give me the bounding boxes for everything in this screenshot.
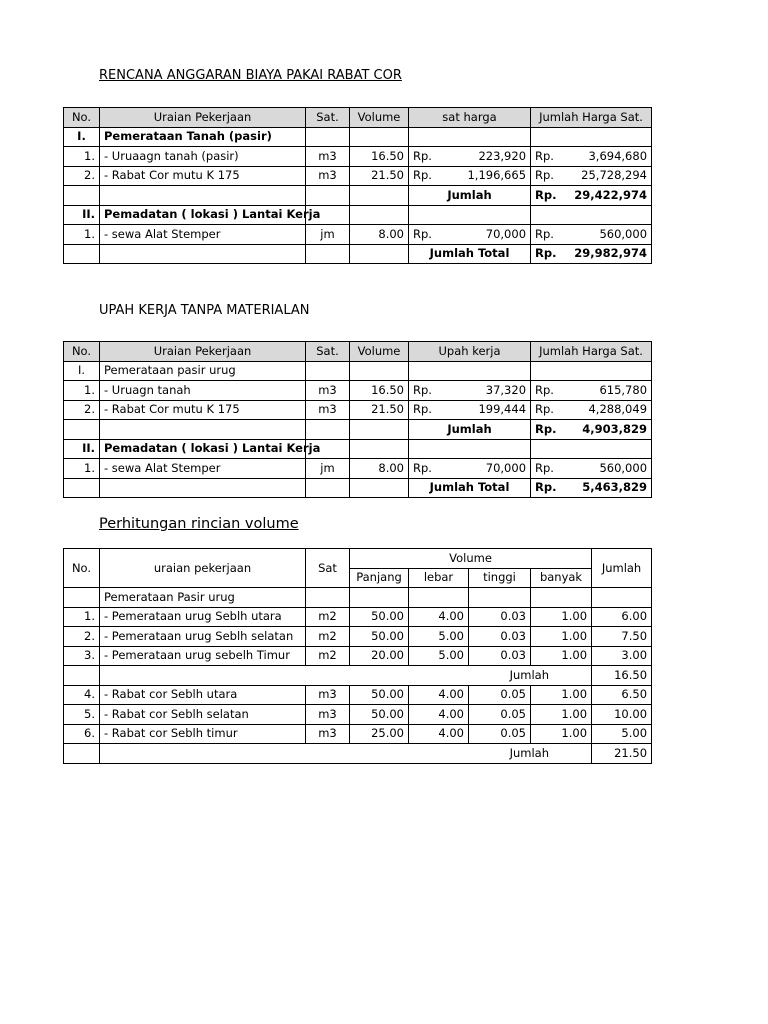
row-rp: Rp. (531, 459, 562, 479)
table-row (64, 381, 652, 401)
subtotal-row (64, 420, 652, 440)
row-volume: 8.00 (350, 225, 409, 245)
row-total: 4,288,049 (562, 400, 652, 420)
grand-total-row (64, 244, 652, 264)
section-no: II. (64, 439, 100, 459)
row-jumlah: 10.00 (592, 705, 652, 725)
header-jumlah-harga: Jumlah Harga Sat. (531, 342, 652, 362)
row-no: 1. (64, 381, 100, 401)
row-rp: Rp. (409, 381, 442, 401)
subtotal-rp: Rp. (531, 420, 562, 440)
subtotal-label: Jumlah (409, 420, 531, 440)
row-rp: Rp. (531, 147, 562, 167)
header-no: No. (64, 549, 100, 588)
row-jumlah: 6.50 (592, 685, 652, 705)
row-sat: jm (306, 225, 350, 245)
row-panjang: 50.00 (350, 685, 409, 705)
row-panjang: 20.00 (350, 646, 409, 666)
row-no: 2. (64, 400, 100, 420)
row-desc: - Pemerataan urug sebelh Timur (100, 646, 306, 666)
row-tinggi: 0.03 (469, 627, 531, 647)
row-tinggi: 0.03 (469, 646, 531, 666)
row-desc: - Rabat Cor mutu K 175 (100, 166, 306, 186)
section-row (64, 127, 652, 147)
section-label: Pemadatan ( lokasi ) Lantai Kerja (100, 439, 306, 459)
row-banyak: 1.00 (531, 724, 592, 744)
row-banyak: 1.00 (531, 627, 592, 647)
row-banyak: 1.00 (531, 685, 592, 705)
row-banyak: 1.00 (531, 607, 592, 627)
subtotal-label: Jumlah (409, 186, 531, 206)
subtotal-rp: Rp. (531, 186, 562, 206)
row-banyak: 1.00 (531, 646, 592, 666)
row-total: 615,780 (562, 381, 652, 401)
row-desc: - Pemerataan urug Seblh utara (100, 607, 306, 627)
row-price: 223,920 (442, 147, 531, 167)
row-volume: 21.50 (350, 166, 409, 186)
row-tinggi: 0.05 (469, 705, 531, 725)
header-sat: Sat. (306, 108, 350, 128)
header-lebar: lebar (409, 568, 469, 588)
rab-table (63, 107, 652, 264)
table-row (64, 627, 652, 647)
row-desc: - Pemerataan urug Seblh selatan (100, 627, 306, 647)
table-header-row (64, 549, 652, 569)
section-no: I. (64, 361, 100, 381)
row-tinggi: 0.05 (469, 685, 531, 705)
row-jumlah: 7.50 (592, 627, 652, 647)
subtotal-value: 4,903,829 (562, 420, 652, 440)
table-header-row (64, 342, 652, 362)
row-volume: 16.50 (350, 147, 409, 167)
row-lebar: 4.00 (409, 724, 469, 744)
table-row (64, 705, 652, 725)
grand-total-rp: Rp. (531, 244, 562, 264)
row-desc: - Rabat cor Seblh selatan (100, 705, 306, 725)
row-sat: m3 (306, 381, 350, 401)
header-panjang: Panjang (350, 568, 409, 588)
row-lebar: 4.00 (409, 685, 469, 705)
row-lebar: 5.00 (409, 627, 469, 647)
row-sat: m2 (306, 607, 350, 627)
row-no: 4. (64, 685, 100, 705)
header-sat-harga: sat harga (409, 108, 531, 128)
header-sat: Sat. (306, 342, 350, 362)
row-rp: Rp. (531, 400, 562, 420)
row-rp: Rp. (409, 400, 442, 420)
header-upah-kerja: Upah kerja (409, 342, 531, 362)
section-label: Pemadatan ( lokasi ) Lantai Kerja (100, 205, 306, 225)
grand-total-row (64, 478, 652, 498)
row-no: 1. (64, 225, 100, 245)
row-panjang: 50.00 (350, 607, 409, 627)
section-label: Pemerataan Pasir urug (100, 588, 306, 608)
grand-total-label: Jumlah Total (409, 478, 531, 498)
row-sat: m2 (306, 646, 350, 666)
grand-total-rp: Rp. (531, 478, 562, 498)
table-row (64, 225, 652, 245)
row-desc: - Rabat cor Seblh timur (100, 724, 306, 744)
table-row (64, 400, 652, 420)
section-row (64, 588, 652, 608)
table-row (64, 166, 652, 186)
row-jumlah: 6.00 (592, 607, 652, 627)
row-jumlah: 3.00 (592, 646, 652, 666)
upah-table (63, 341, 652, 498)
row-desc: - Rabat cor Seblh utara (100, 685, 306, 705)
row-rp: Rp. (409, 459, 442, 479)
subtotal-value: 21.50 (592, 744, 652, 764)
row-no: 1. (64, 607, 100, 627)
row-sat: m3 (306, 705, 350, 725)
table-row (64, 685, 652, 705)
header-uraian: uraian pekerjaan (100, 549, 306, 588)
row-lebar: 4.00 (409, 607, 469, 627)
row-total: 25,728,294 (562, 166, 652, 186)
row-rp: Rp. (409, 166, 442, 186)
row-sat: m2 (306, 627, 350, 647)
section-row (64, 439, 652, 459)
row-price: 70,000 (442, 225, 531, 245)
row-desc: - Uruagn tanah (100, 381, 306, 401)
row-rp: Rp. (409, 147, 442, 167)
row-price: 199,444 (442, 400, 531, 420)
table-row (64, 147, 652, 167)
grand-total-value: 29,982,974 (562, 244, 652, 264)
row-no: 5. (64, 705, 100, 725)
row-total: 560,000 (562, 225, 652, 245)
grand-total-value: 5,463,829 (562, 478, 652, 498)
subtotal-label: Jumlah (100, 666, 592, 686)
row-no: 3. (64, 646, 100, 666)
subtotal-row (64, 744, 652, 764)
section-no: II. (64, 205, 100, 225)
subtotal-row (64, 186, 652, 206)
row-jumlah: 5.00 (592, 724, 652, 744)
row-desc: - sewa Alat Stemper (100, 225, 306, 245)
header-volume: Volume (350, 342, 409, 362)
row-sat: m3 (306, 400, 350, 420)
header-uraian: Uraian Pekerjaan (100, 342, 306, 362)
section-row (64, 205, 652, 225)
header-volume: Volume (350, 108, 409, 128)
header-uraian: Uraian Pekerjaan (100, 108, 306, 128)
subtotal-row (64, 666, 652, 686)
row-rp: Rp. (531, 166, 562, 186)
row-price: 1,196,665 (442, 166, 531, 186)
row-volume: 8.00 (350, 459, 409, 479)
row-lebar: 4.00 (409, 705, 469, 725)
volume-table (63, 548, 652, 764)
row-banyak: 1.00 (531, 705, 592, 725)
table-header-row (64, 108, 652, 128)
row-volume: 21.50 (350, 400, 409, 420)
row-desc: - Rabat Cor mutu K 175 (100, 400, 306, 420)
table-row (64, 646, 652, 666)
row-panjang: 50.00 (350, 627, 409, 647)
row-no: 2. (64, 627, 100, 647)
row-no: 1. (64, 459, 100, 479)
grand-total-label: Jumlah Total (409, 244, 531, 264)
section-label: Pemerataan pasir urug (100, 361, 306, 381)
row-panjang: 25.00 (350, 724, 409, 744)
row-tinggi: 0.05 (469, 724, 531, 744)
section-label: Pemerataan Tanah (pasir) (100, 127, 306, 147)
row-sat: m3 (306, 166, 350, 186)
row-sat: jm (306, 459, 350, 479)
header-no: No. (64, 342, 100, 362)
row-total: 560,000 (562, 459, 652, 479)
header-jumlah: Jumlah (592, 549, 652, 588)
row-rp: Rp. (409, 225, 442, 245)
subtotal-value: 16.50 (592, 666, 652, 686)
section-row (64, 361, 652, 381)
subtotal-label: Jumlah (100, 744, 592, 764)
row-no: 2. (64, 166, 100, 186)
header-tinggi: tinggi (469, 568, 531, 588)
upah-title: UPAH KERJA TANPA MATERIALAN (99, 303, 310, 318)
header-jumlah-harga: Jumlah Harga Sat. (531, 108, 652, 128)
row-total: 3,694,680 (562, 147, 652, 167)
row-sat: m3 (306, 685, 350, 705)
volume-title: Perhitungan rincian volume (99, 516, 299, 532)
row-no: 6. (64, 724, 100, 744)
row-desc: - sewa Alat Stemper (100, 459, 306, 479)
row-rp: Rp. (531, 381, 562, 401)
header-banyak: banyak (531, 568, 592, 588)
table-row (64, 607, 652, 627)
row-price: 70,000 (442, 459, 531, 479)
row-price: 37,320 (442, 381, 531, 401)
section-no: I. (64, 127, 100, 147)
row-sat: m3 (306, 724, 350, 744)
table-row (64, 724, 652, 744)
table-row (64, 459, 652, 479)
row-panjang: 50.00 (350, 705, 409, 725)
row-rp: Rp. (531, 225, 562, 245)
header-sat: Sat (306, 549, 350, 588)
row-desc: - Uruaagn tanah (pasir) (100, 147, 306, 167)
subtotal-value: 29,422,974 (562, 186, 652, 206)
header-volume: Volume (350, 549, 592, 569)
rab-title: RENCANA ANGGARAN BIAYA PAKAI RABAT COR (99, 68, 402, 83)
row-sat: m3 (306, 147, 350, 167)
header-no: No. (64, 108, 100, 128)
row-tinggi: 0.03 (469, 607, 531, 627)
row-lebar: 5.00 (409, 646, 469, 666)
row-no: 1. (64, 147, 100, 167)
row-volume: 16.50 (350, 381, 409, 401)
